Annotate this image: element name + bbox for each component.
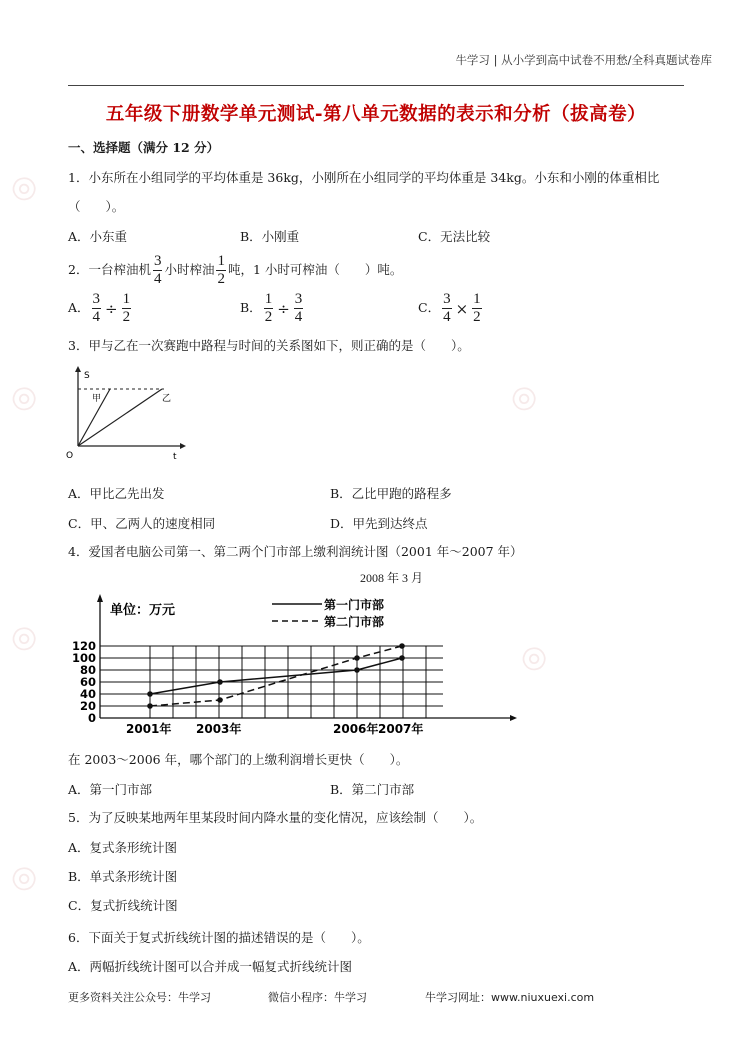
x-tick-label: 2003年: [196, 722, 242, 736]
y-tick-label: 20: [79, 699, 96, 713]
q2-text-2: 小时榨油: [164, 262, 215, 277]
q3-option-c: C．甲、乙两人的速度相同: [68, 516, 216, 531]
q1-stem-cont: （ ）。: [68, 199, 125, 214]
footer-wechat-account: 更多资料关注公众号：牛学习: [68, 991, 211, 1004]
yi-label: 乙: [162, 394, 172, 404]
x-tick-label: 2007年: [378, 722, 424, 736]
q2-text-3: 吨，1 小时可榨油（ ）吨。: [227, 262, 403, 277]
y-tick-label: 100: [71, 651, 96, 665]
x-tick-label: 2006年: [333, 722, 379, 736]
q4-question: 在 2003～2006 年，哪个部门的上缴利润增长更快（ ）。: [68, 752, 409, 767]
q2-option-c: C． $\frac{3}{4}$ × $\frac{1}{2}$: [418, 291, 481, 325]
yi-line: [78, 389, 162, 446]
q4-option-a: A．第一门市部: [68, 782, 153, 797]
footer-website-link[interactable]: 牛学习网址：www.niuxuexi.com: [425, 991, 595, 1004]
q2-text-1: 2．一台榨油机: [68, 262, 151, 277]
fraction: $\frac{3}{4}$: [153, 253, 162, 287]
q5-option-c: C．复式折线统计图: [68, 898, 178, 913]
q2-stem: [68, 253, 402, 288]
q3-stem: 3．甲与乙在一次赛跑中路程与时间的关系图如下，则正确的是（ ）。: [68, 338, 470, 353]
x-tick-label: 2001年: [126, 722, 172, 736]
header-divider: [68, 85, 684, 86]
watermark-logo: ◎: [2, 375, 44, 420]
q2-option-b: B． $\frac{1}{2}$ ÷ $\frac{3}{4}$: [240, 291, 303, 325]
data-point: [217, 697, 223, 703]
unit-label: 单位：万元: [110, 603, 176, 618]
origin-label: O: [66, 451, 74, 461]
data-point: [399, 655, 405, 661]
q5-stem: 5．为了反映某地两年里某段时间内降水量的变化情况，应该绘制（ ）。: [68, 810, 483, 825]
data-point: [147, 703, 153, 709]
y-tick-label: 80: [79, 663, 96, 677]
q5-option-a: A．复式条形统计图: [68, 840, 178, 855]
y-tick-label: 40: [79, 687, 96, 701]
data-point: [399, 643, 405, 649]
data-point: [217, 679, 223, 685]
data-point: [147, 691, 153, 697]
y-tick-label: 120: [71, 639, 96, 653]
t-axis-arrow: [180, 443, 186, 449]
q1-option-c: C．无法比较: [418, 229, 491, 244]
q5-option-b: B．单式条形统计图: [68, 869, 178, 884]
y-tick-label: 0: [87, 711, 96, 725]
series-line-2: [150, 646, 402, 706]
profit-line-chart: [60, 588, 525, 746]
q4-date: 2008 年 3 月: [360, 571, 424, 585]
watermark-logo: ◎: [2, 855, 44, 900]
footer-mini-program: 微信小程序：牛学习: [268, 991, 367, 1004]
watermark-logo: ◎: [512, 635, 554, 680]
section-heading: 一、选择题（满分 12 分）: [68, 140, 220, 155]
page-title: 五年级下册数学单元测试-第八单元数据的表示和分析（拔高卷）: [105, 104, 647, 125]
t-label: t: [173, 452, 177, 462]
q4-option-b: B．第二门市部: [330, 782, 415, 797]
q1-option-a: A．小东重: [68, 229, 128, 244]
legend-series-2: 第二门市部: [324, 615, 385, 629]
y-tick-label: 60: [79, 675, 96, 689]
series-line-1: [150, 658, 402, 694]
data-point: [354, 667, 360, 673]
q3-option-d: D．甲先到达终点: [330, 516, 428, 531]
q4-stem: 4．爱国者电脑公司第一、第二两个门市部上缴利润统计图（2001 年～2007 年）: [68, 544, 523, 559]
q3-option-a: A．甲比乙先出发: [68, 486, 165, 501]
data-point: [354, 655, 360, 661]
distance-time-figure: [62, 364, 192, 464]
q1-stem: 1．小东所在小组同学的平均体重是 36kg，小刚所在小组同学的平均体重是 34kg。小东和小刚的体重相比: [68, 170, 660, 185]
x-axis-arrow: [510, 715, 517, 721]
s-axis-arrow: [75, 366, 81, 372]
q6-option-a: A．两幅折线统计图可以合并成一幅复式折线统计图: [68, 959, 353, 974]
q2-option-a: A． $\frac{3}{4}$ ÷ $\frac{1}{2}$: [68, 291, 131, 325]
q3-option-b: B．乙比甲跑的路程多: [330, 486, 452, 501]
jia-label: 甲: [92, 394, 102, 404]
legend-series-1: 第一门市部: [324, 598, 385, 612]
q6-stem: 6．下面关于复式折线统计图的描述错误的是（ ）。: [68, 930, 370, 945]
s-label: S: [84, 371, 90, 381]
fraction: $\frac{1}{2}$: [217, 253, 225, 287]
watermark-logo: ◎: [502, 375, 544, 420]
watermark-logo: ◎: [2, 165, 44, 210]
y-axis-arrow: [97, 594, 103, 602]
q1-option-b: B．小刚重: [240, 229, 300, 244]
page-header: 牛学习 | 从小学到高中试卷不用愁/全科真题试卷库: [455, 53, 712, 67]
watermark-logo: ◎: [2, 615, 44, 660]
